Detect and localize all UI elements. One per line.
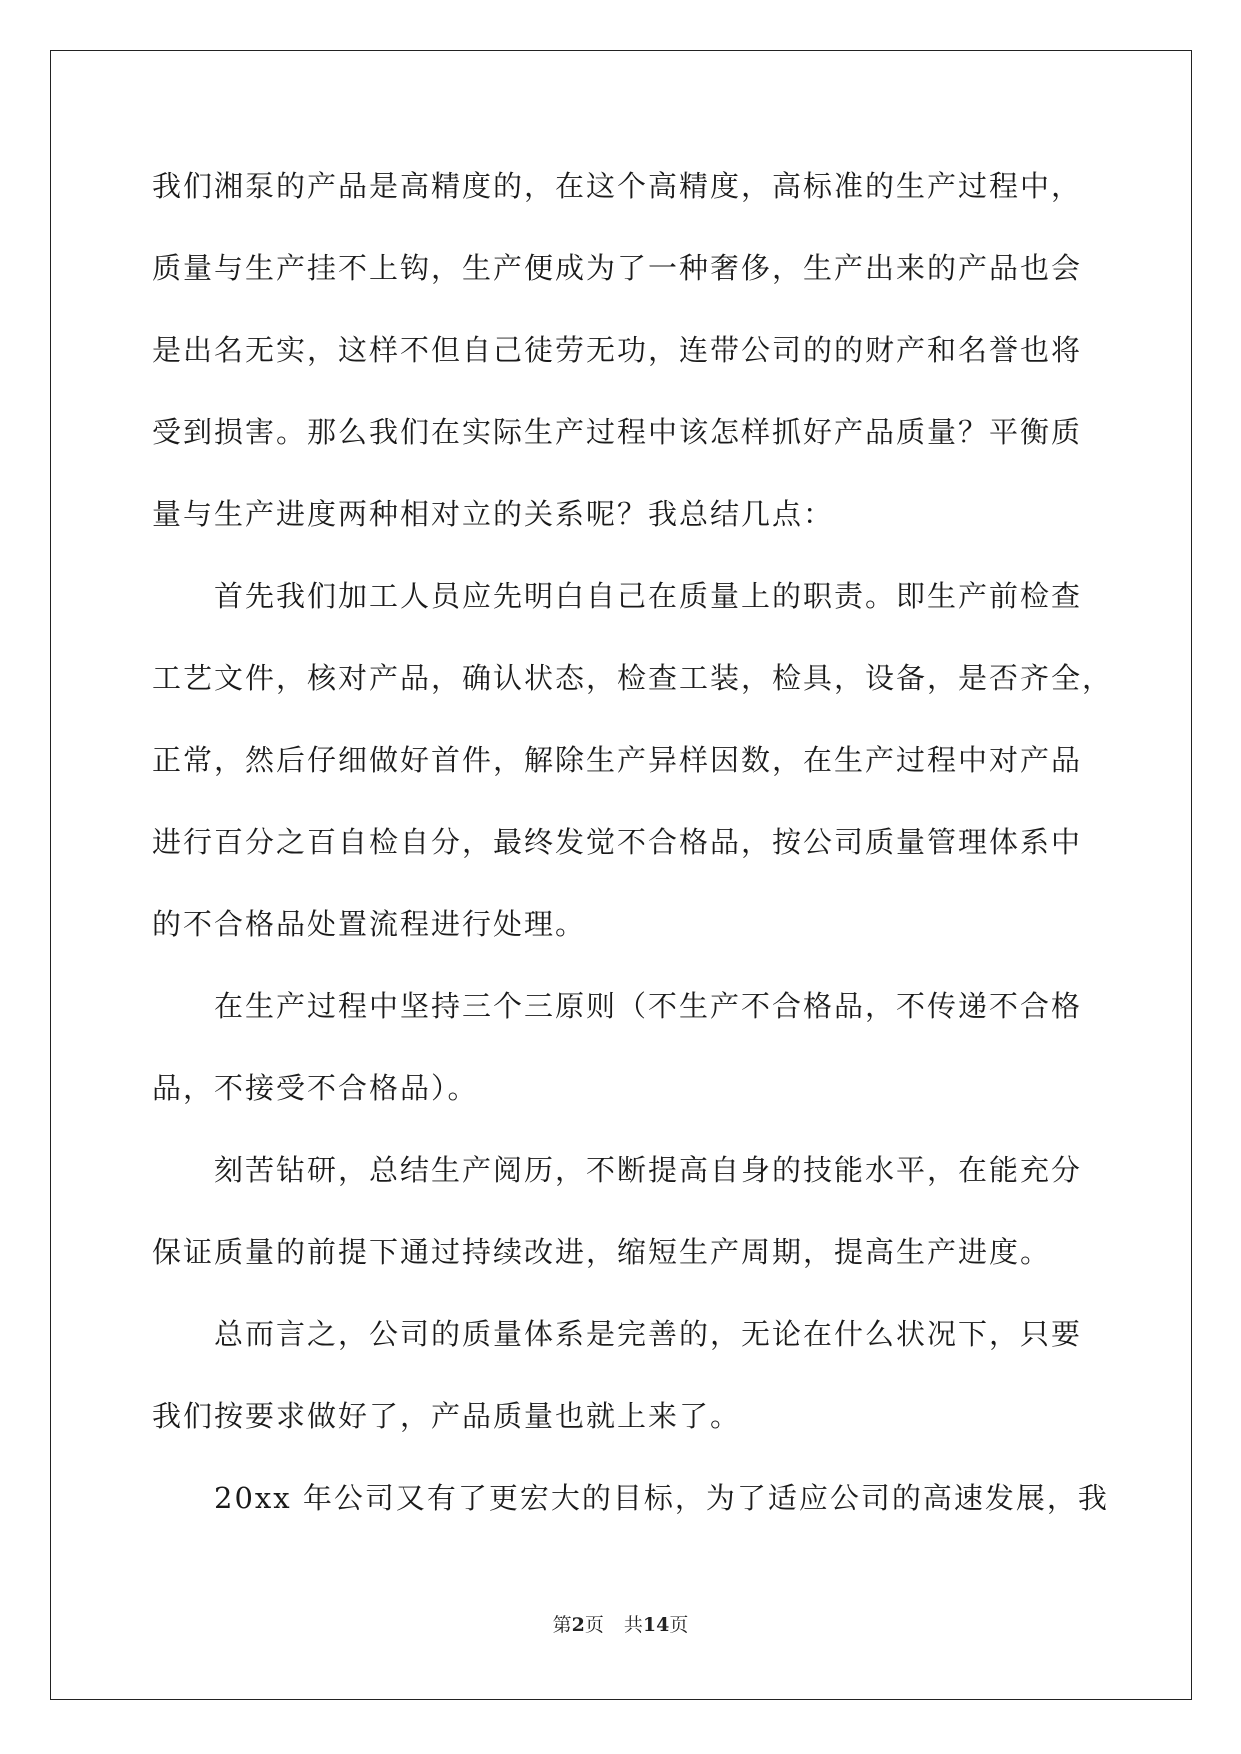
text-line: 刻苦钻研，总结生产阅历，不断提高自身的技能水平，在能充分 — [152, 1153, 1083, 1187]
text-line: 首先我们加工人员应先明白自己在质量上的职责。即生产前检查 — [152, 579, 1083, 613]
total-suffix: 页 — [669, 1614, 689, 1636]
text-line: 质量与生产挂不上钩，生产便成为了一种奢侈，生产出来的产品也会 — [152, 251, 1083, 285]
text-line: 的不合格品处置流程进行处理。 — [152, 907, 587, 941]
page-prefix: 第 — [552, 1614, 572, 1636]
text-line: 我们按要求做好了，产品质量也就上来了。 — [152, 1399, 742, 1433]
text-line: 是出名无实，这样不但自己徒劳无功，连带公司的的财产和名誉也将 — [152, 333, 1083, 367]
text-line: 在生产过程中坚持三个三原则（不生产不合格品，不传递不合格 — [152, 989, 1083, 1023]
text-line: 工艺文件，核对产品，确认状态，检查工装，检具，设备，是否齐全， — [152, 661, 1114, 695]
text-line: 20xx 年公司又有了更宏大的目标，为了适应公司的高速发展，我 — [152, 1481, 1109, 1515]
document-body — [152, 145, 1114, 1539]
text-line: 品，不接受不合格品）。 — [152, 1071, 479, 1105]
text-line: 保证质量的前提下通过持续改进，缩短生产周期，提高生产进度。 — [152, 1235, 1052, 1269]
text-line: 量与生产进度两种相对立的关系呢？我总结几点： — [152, 497, 835, 531]
page-footer — [0, 1610, 1241, 1637]
page-number: 2 — [571, 1614, 585, 1636]
text-line: 受到损害。那么我们在实际生产过程中该怎样抓好产品质量？平衡质 — [152, 415, 1083, 449]
total-prefix: 共 — [623, 1614, 643, 1636]
total-pages: 14 — [642, 1614, 670, 1636]
text-line: 我们湘泵的产品是高精度的，在这个高精度，高标准的生产过程中， — [152, 169, 1083, 203]
page-suffix: 页 — [584, 1614, 604, 1636]
text-line: 总而言之，公司的质量体系是完善的，无论在什么状况下，只要 — [152, 1317, 1083, 1351]
text-line: 正常，然后仔细做好首件，解除生产异样因数，在生产过程中对产品 — [152, 743, 1083, 777]
text-line: 进行百分之百自检自分，最终发觉不合格品，按公司质量管理体系中 — [152, 825, 1083, 859]
